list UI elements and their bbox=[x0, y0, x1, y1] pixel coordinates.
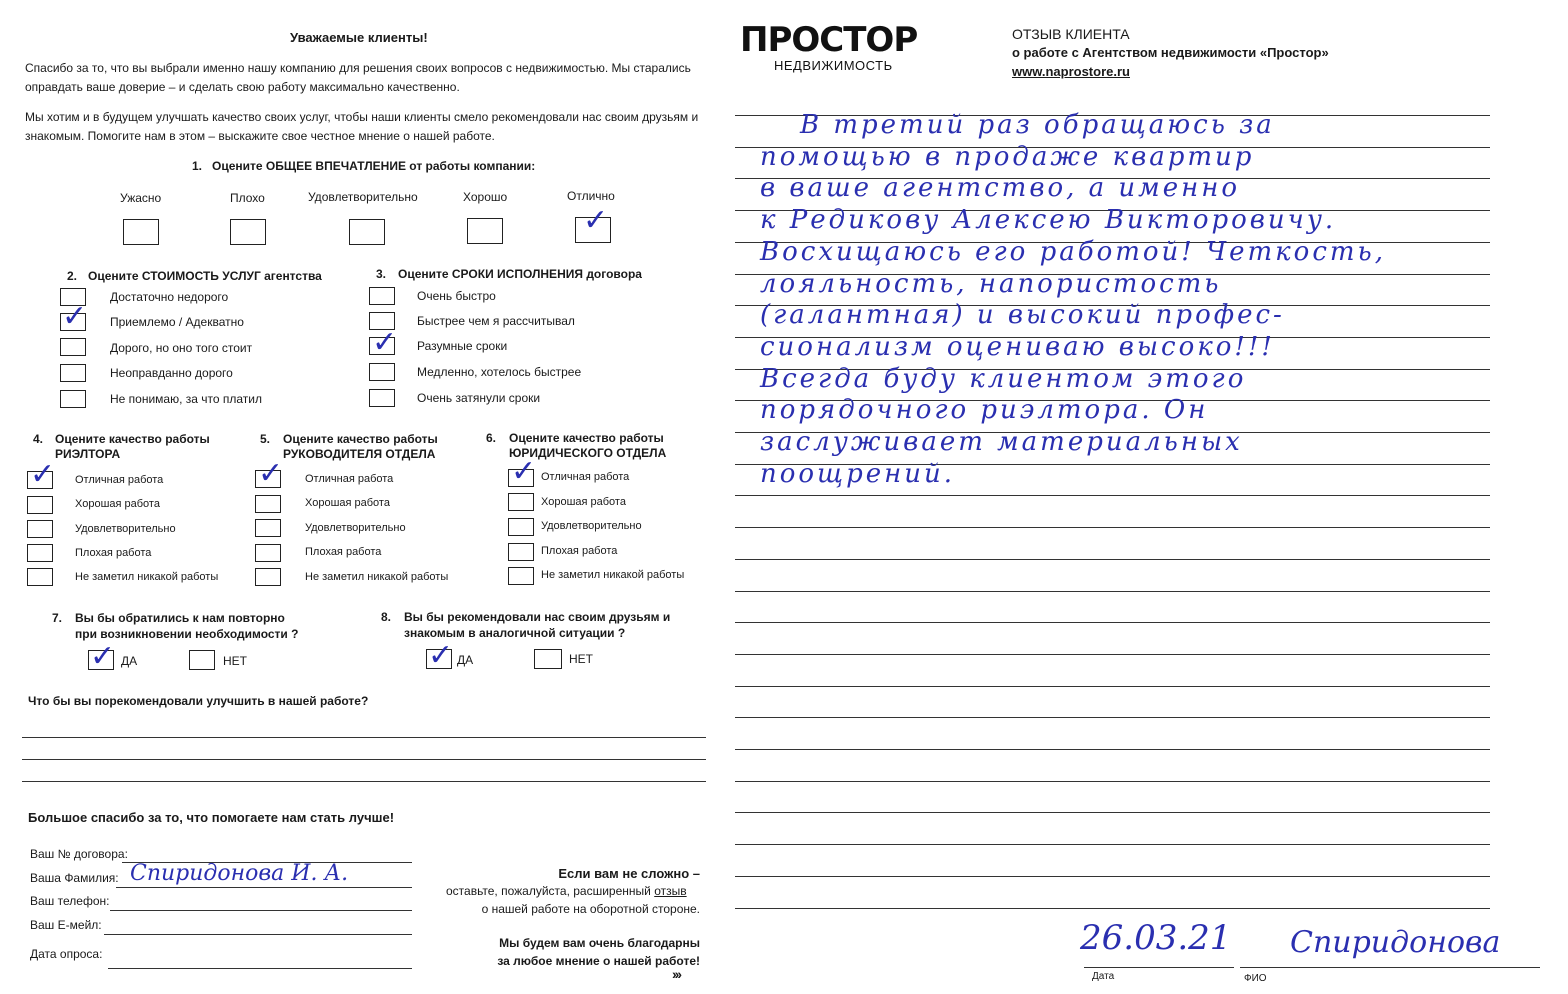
check-mark-icon: ✓ bbox=[372, 325, 398, 360]
q2-option-label: Достаточно недорого bbox=[110, 290, 229, 304]
review-ruled-line[interactable] bbox=[735, 781, 1490, 782]
q4-option-label: Плохая работа bbox=[75, 547, 152, 559]
email-label: Ваш Е-мейл: bbox=[30, 918, 102, 932]
q2-checkbox[interactable] bbox=[60, 338, 86, 356]
check-mark-icon: ✓ bbox=[428, 638, 454, 673]
q1-checkbox[interactable] bbox=[123, 219, 159, 245]
logo-name: ПРОСТОР bbox=[740, 20, 918, 60]
q3-checkbox[interactable] bbox=[369, 287, 395, 305]
q2-checkbox[interactable] bbox=[60, 364, 86, 382]
review-text-line: в ваше агентство, а именно bbox=[760, 173, 1241, 203]
q3-option-label: Быстрее чем я рассчитывал bbox=[417, 314, 575, 328]
q1-title: Оцените ОБЩЕЕ ВПЕЧАТЛЕНИЕ от работы компании: bbox=[212, 159, 536, 173]
q3-number: 3. bbox=[376, 267, 387, 281]
review-ruled-line[interactable] bbox=[735, 495, 1490, 496]
q3-checkbox[interactable] bbox=[369, 363, 395, 381]
review-text-line: Всегда буду клиентом этого bbox=[760, 364, 1247, 394]
q6-checkbox[interactable] bbox=[508, 493, 534, 511]
q5-option-label: Отличная работа bbox=[305, 473, 394, 485]
cta-thanks-line2: за любое мнение о нашей работе! bbox=[497, 954, 700, 968]
review-ruled-line[interactable] bbox=[735, 908, 1490, 909]
q5-title: Оцените качество работы bbox=[283, 432, 438, 446]
q6-number: 6. bbox=[486, 431, 497, 445]
q2-checkbox[interactable] bbox=[60, 390, 86, 408]
arrows-icon: ››› bbox=[672, 966, 680, 982]
review-date-field[interactable] bbox=[1084, 967, 1234, 968]
review-ruled-line[interactable] bbox=[735, 527, 1490, 528]
check-mark-icon: ✓ bbox=[62, 299, 88, 334]
q6-checkbox[interactable] bbox=[508, 543, 534, 561]
review-subtitle: о работе с Агентством недвижимости «Простор» bbox=[1012, 45, 1329, 60]
q6-option-label: Не заметил никакой работы bbox=[541, 569, 685, 581]
review-ruled-line[interactable] bbox=[735, 622, 1490, 623]
review-text-line: В третий раз обращаюсь за bbox=[800, 110, 1275, 140]
q6-option-label: Отличная работа bbox=[541, 471, 630, 483]
q8-title: знакомым в аналогичной ситуации ? bbox=[404, 626, 626, 640]
q6-checkbox[interactable] bbox=[508, 567, 534, 585]
review-date-label: Дата bbox=[1092, 971, 1115, 982]
q6-checkbox[interactable] bbox=[508, 518, 534, 536]
q5-option-label: Хорошая работа bbox=[305, 497, 390, 509]
q5-option-label: Плохая работа bbox=[305, 546, 382, 558]
cta-thanks-line1: Мы будем вам очень благодарны bbox=[499, 936, 700, 950]
signature: Спиридонова bbox=[1290, 925, 1501, 960]
q7-no-label: НЕТ bbox=[223, 654, 247, 668]
review-date-value: 26.03.21 bbox=[1080, 918, 1232, 958]
q5-checkbox[interactable] bbox=[255, 519, 281, 537]
fio-field[interactable] bbox=[1240, 967, 1540, 968]
intro-paragraph-1a: Спасибо за то, что вы выбрали именно нашу компанию для решения своих вопросов с недвижимостью. Мы старались bbox=[25, 61, 691, 75]
intro-paragraph-1b: оправдать ваше доверие – и сделать свою работу максимально качественно. bbox=[25, 80, 460, 94]
q6-option-label: Хорошая работа bbox=[541, 496, 626, 508]
q7-yes-label: ДА bbox=[121, 654, 138, 668]
review-ruled-line[interactable] bbox=[735, 654, 1490, 655]
q6-option-label: Удовлетворительно bbox=[541, 520, 642, 532]
cta-text bbox=[446, 884, 687, 898]
q1-number: 1. bbox=[192, 159, 203, 173]
cta-text-part: оставьте, пожалуйста, расширенный bbox=[446, 884, 651, 898]
q6-option-label: Плохая работа bbox=[541, 545, 618, 557]
q5-checkbox[interactable] bbox=[255, 568, 281, 586]
q1-checkbox[interactable] bbox=[230, 219, 266, 245]
review-text-line: заслуживает материальных bbox=[760, 427, 1243, 457]
q2-option-label: Неоправданно дорого bbox=[110, 366, 233, 380]
thanks-heading: Большое спасибо за то, что помогаете нам стать лучше! bbox=[28, 810, 395, 825]
q5-title: РУКОВОДИТЕЛЯ ОТДЕЛА bbox=[283, 447, 436, 461]
logo-subtitle: НЕДВИЖИМОСТЬ bbox=[774, 58, 893, 73]
q1-option-label: Удовлетворительно bbox=[308, 190, 418, 204]
q4-number: 4. bbox=[33, 432, 44, 446]
q3-option-label: Очень затянули сроки bbox=[417, 391, 541, 405]
q7-number: 7. bbox=[52, 611, 63, 625]
q1-option-label: Плохо bbox=[230, 191, 265, 205]
q8-title: Вы бы рекомендовали нас своим друзьям и bbox=[404, 610, 671, 624]
q3-title: Оцените СРОКИ ИСПОЛНЕНИЯ договора bbox=[398, 267, 642, 281]
phone-label: Ваш телефон: bbox=[30, 894, 110, 908]
q6-title: Оцените качество работы bbox=[509, 431, 664, 445]
review-text-line: Восхищаюсь его работой! Четкость, bbox=[760, 237, 1386, 267]
q3-option-label: Медленно, хотелось быстрее bbox=[417, 365, 582, 379]
q5-checkbox[interactable] bbox=[255, 495, 281, 513]
review-ruled-line[interactable] bbox=[735, 749, 1490, 750]
survey-date-label: Дата опроса: bbox=[30, 947, 103, 961]
review-text-line: порядочного риэлтора. Он bbox=[760, 395, 1209, 425]
review-text-line: к Редикову Алексею Викторовичу. bbox=[760, 205, 1337, 235]
q8-number: 8. bbox=[381, 610, 392, 624]
improve-question: Что бы вы порекомендовали улучшить в нашей работе? bbox=[28, 694, 369, 708]
website-link[interactable]: www.naprostore.ru bbox=[1012, 64, 1130, 79]
review-ruled-line[interactable] bbox=[735, 686, 1490, 687]
q3-checkbox[interactable] bbox=[369, 389, 395, 407]
q2-option-label: Приемлемо / Адекватно bbox=[110, 315, 244, 329]
review-ruled-line[interactable] bbox=[735, 876, 1490, 877]
q4-title: Оцените качество работы bbox=[55, 432, 210, 446]
check-mark-icon: ✓ bbox=[90, 639, 116, 674]
q5-number: 5. bbox=[260, 432, 271, 446]
q1-option-label: Хорошо bbox=[463, 190, 508, 204]
surname-value: Спиридонова И. А. bbox=[130, 861, 349, 886]
check-mark-icon: ✓ bbox=[30, 457, 56, 492]
review-text-line: лояльность, напористость bbox=[760, 269, 1222, 299]
review-link[interactable]: отзыв bbox=[654, 884, 687, 898]
review-ruled-line[interactable] bbox=[735, 591, 1490, 592]
improve-answer-line[interactable] bbox=[22, 759, 706, 760]
check-mark-icon: ✓ bbox=[511, 454, 537, 489]
intro-paragraph-2a: Мы хотим и в будущем улучшать качество своих услуг, чтобы наши клиенты смело рекомендовали нас своим друзьям и bbox=[25, 110, 699, 124]
review-text-line: поощрений. bbox=[760, 459, 955, 489]
phone-field[interactable] bbox=[110, 910, 412, 911]
q7-no-checkbox[interactable] bbox=[189, 650, 215, 670]
q4-checkbox[interactable] bbox=[27, 544, 53, 562]
q5-checkbox[interactable] bbox=[255, 544, 281, 562]
q4-checkbox[interactable] bbox=[27, 568, 53, 586]
review-ruled-line[interactable] bbox=[735, 844, 1490, 845]
review-ruled-line[interactable] bbox=[735, 559, 1490, 560]
review-ruled-line[interactable] bbox=[735, 717, 1490, 718]
fio-label: ФИО bbox=[1244, 973, 1267, 984]
q5-option-label: Не заметил никакой работы bbox=[305, 571, 449, 583]
email-field[interactable] bbox=[104, 934, 412, 935]
survey-date-field[interactable] bbox=[108, 968, 412, 969]
q1-option-label: Отлично bbox=[567, 189, 615, 203]
q4-option-label: Хорошая работа bbox=[75, 498, 160, 510]
surname-label: Ваша Фамилия: bbox=[30, 871, 119, 885]
improve-answer-line[interactable] bbox=[22, 737, 706, 738]
cta-heading: Если вам не сложно – bbox=[558, 866, 700, 881]
contract-label: Ваш № договора: bbox=[30, 847, 128, 861]
q1-checkbox[interactable] bbox=[349, 219, 385, 245]
review-ruled-line[interactable] bbox=[735, 812, 1490, 813]
q1-option-label: Ужасно bbox=[120, 191, 162, 205]
review-text-line: сионализм оцениваю высоко!!! bbox=[760, 332, 1275, 362]
greeting-heading: Уважаемые клиенты! bbox=[290, 30, 428, 45]
q4-option-label: Удовлетворительно bbox=[75, 523, 176, 535]
q5-option-label: Удовлетворительно bbox=[305, 522, 406, 534]
q4-option-label: Не заметил никакой работы bbox=[75, 571, 219, 583]
review-title: ОТЗЫВ КЛИЕНТА bbox=[1012, 26, 1130, 42]
q3-option-label: Очень быстро bbox=[417, 289, 496, 303]
intro-paragraph-2b: знакомым. Помогите нам в этом – выскажите свое честное мнение о нашей работе. bbox=[25, 129, 495, 143]
logo bbox=[740, 22, 917, 73]
q8-no-checkbox[interactable] bbox=[534, 649, 562, 669]
q8-yes-label: ДА bbox=[457, 653, 474, 667]
q3-option-label: Разумные сроки bbox=[417, 339, 508, 353]
q4-title: РИЭЛТОРА bbox=[55, 447, 121, 461]
q7-title: при возникновении необходимости ? bbox=[75, 627, 299, 641]
q4-checkbox[interactable] bbox=[27, 520, 53, 538]
improve-answer-line[interactable] bbox=[22, 781, 706, 782]
review-text-line: (галантная) и высокий профес- bbox=[760, 300, 1285, 330]
check-mark-icon: ✓ bbox=[583, 203, 609, 238]
q2-option-label: Дорого, но оно того стоит bbox=[110, 341, 253, 355]
q1-checkbox[interactable] bbox=[467, 218, 503, 244]
q4-checkbox[interactable] bbox=[27, 496, 53, 514]
surname-field[interactable] bbox=[116, 887, 412, 888]
q2-title: Оцените СТОИМОСТЬ УСЛУГ агентства bbox=[88, 269, 322, 283]
q4-option-label: Отличная работа bbox=[75, 474, 164, 486]
q8-no-label: НЕТ bbox=[569, 652, 593, 666]
q6-title: ЮРИДИЧЕСКОГО ОТДЕЛА bbox=[509, 446, 667, 460]
q7-title: Вы бы обратились к нам повторно bbox=[75, 611, 285, 625]
q2-option-label: Не понимаю, за что платил bbox=[110, 392, 263, 406]
review-text-line: помощью в продаже квартир bbox=[760, 142, 1255, 172]
check-mark-icon: ✓ bbox=[258, 456, 284, 491]
cta-text-line3: о нашей работе на оборотной стороне. bbox=[481, 902, 700, 916]
q2-number: 2. bbox=[67, 269, 78, 283]
